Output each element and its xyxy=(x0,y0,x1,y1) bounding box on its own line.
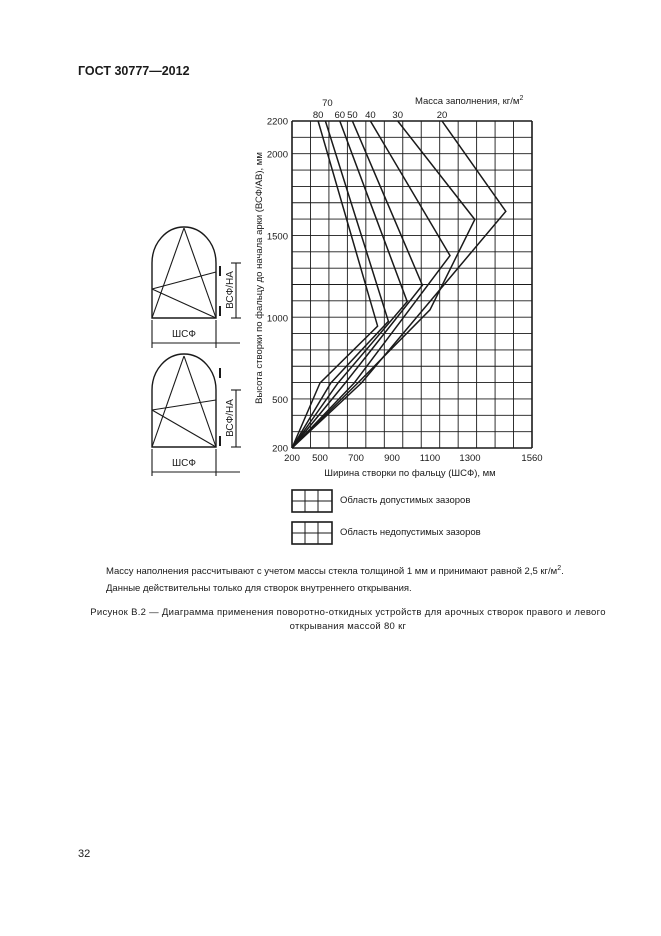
caption-line-1: Рисунок В.2 — Диаграмма применения поворотно-откидных устройств для арочных створок правого и левого xyxy=(90,607,606,618)
x-tick-label: 900 xyxy=(384,453,400,464)
note-validity: Данные действительны только для створок внутреннего открывания. xyxy=(106,583,412,594)
legend-allowed-label: Область допустимых зазоров xyxy=(340,495,471,506)
page-number: 32 xyxy=(78,848,91,860)
y-tick-label: 2000 xyxy=(266,149,288,161)
y-tick-label: 500 xyxy=(272,394,288,406)
y-tick-label: 1500 xyxy=(266,231,288,243)
y-axis-label: Высота створки по фальцу до начала арки (ВСФ/АВ), мм xyxy=(254,152,265,404)
x-tick-label: 1560 xyxy=(521,453,543,464)
x-tick-label: 700 xyxy=(348,453,364,464)
height-label-top: ВСФ/НА xyxy=(225,271,236,309)
series-label-40: 40 xyxy=(365,110,376,121)
caption-line-2: открывания массой 80 кг xyxy=(289,621,407,632)
note-mass: Массу наполнения рассчитывают с учетом массы стекла толщиной 1 мм и принимают равной 2,5 $кг/м^2$. xyxy=(106,565,564,578)
series-label-80: 80 xyxy=(312,110,324,121)
width-label-bottom: ШСФ xyxy=(172,458,196,469)
x-axis-label: Ширина створки по фальцу (ШСФ), мм xyxy=(324,468,496,479)
series-label-30: 30 xyxy=(392,110,403,121)
chart-grid xyxy=(292,121,532,448)
legend-swatch-disallowed xyxy=(292,522,332,544)
document-header: ГОСТ 30777—2012 xyxy=(78,64,190,78)
width-label-top: ШСФ xyxy=(172,329,196,340)
x-tick-label: 500 xyxy=(312,453,328,464)
x-tick-label: 1300 xyxy=(459,453,481,464)
series-title: Масса заполнения, $кг/м^2$ xyxy=(415,95,524,107)
legend-swatch-allowed xyxy=(292,490,332,512)
legend-disallowed-label: Область недопустимых зазоров xyxy=(340,527,481,538)
figure-caption xyxy=(78,606,618,634)
x-tick-label: 200 xyxy=(284,453,300,464)
series-label-70: 70 xyxy=(322,98,333,109)
height-label-bottom: ВСФ/НА xyxy=(225,399,236,437)
y-tick-label: 2200 xyxy=(266,116,288,128)
x-tick-label: 1100 xyxy=(419,453,441,464)
y-tick-label: 200 xyxy=(272,443,288,455)
series-label-60: 60 xyxy=(334,110,346,121)
series-label-50: 50 xyxy=(347,110,358,121)
y-tick-label: 1000 xyxy=(266,313,288,325)
series-label-20: 20 xyxy=(436,110,448,121)
